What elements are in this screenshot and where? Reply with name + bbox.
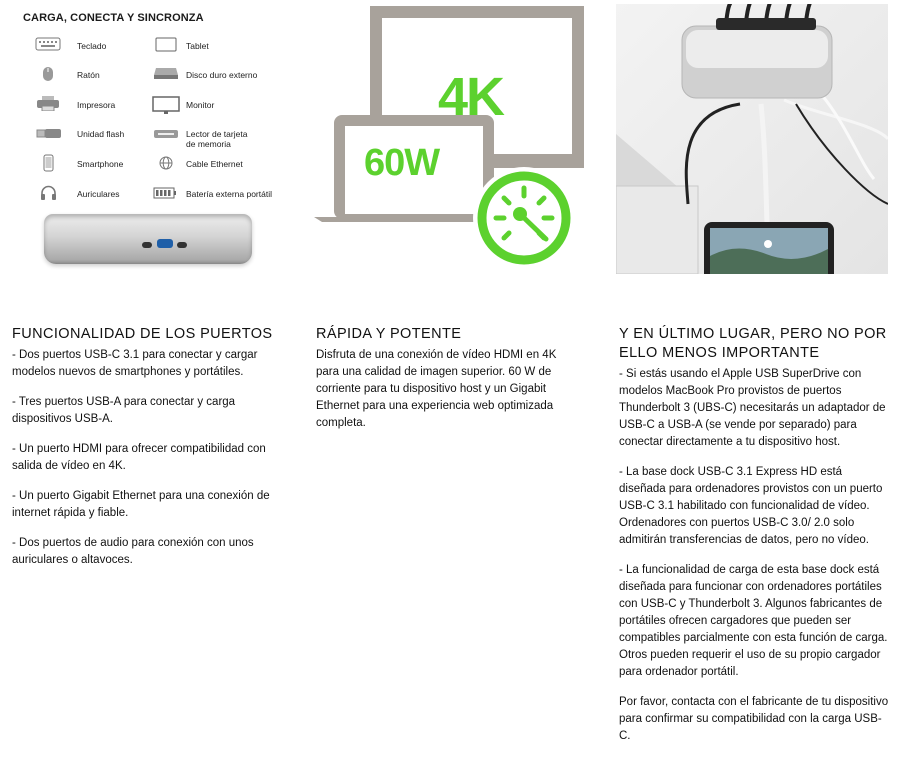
usb-c-port: [142, 242, 152, 248]
section-paragraph: - Un puerto HDMI para ofrecer compatibilidad con salida de vídeo en 4K.: [12, 443, 266, 472]
dock-station-image: [44, 214, 252, 264]
device-label: Auriculares: [77, 189, 120, 199]
usb-c-port: [177, 242, 187, 248]
last-but-not-least-section: [619, 325, 891, 758]
fast-powerful-panel: [306, 6, 596, 274]
usb-a-port: [157, 239, 173, 248]
device-label: Disco duro externo: [186, 70, 258, 80]
section-paragraph: - Dos puertos USB-C 3.1 para conectar y cargar modelos nuevos de smartphones y portátiles.: [12, 349, 258, 378]
device-label: Cable Ethernet: [186, 159, 243, 169]
monitor-icon: [152, 96, 180, 115]
section-paragraph: - La base dock USB-C 3.1 Express HD está diseñada para ordenadores provistos con un puerto USB-C 3.1 habilitado con funcionalidad de vídeo. Ordenadores con puertos USB-C 3.0/ 2.0 solo admitirán transferencias de datos, pero no vídeo.: [619, 466, 883, 546]
printer-icon: [36, 96, 60, 111]
device-label: Batería externa portátil: [186, 189, 272, 199]
usb-flash-icon: [36, 128, 62, 139]
device-label: Teclado: [77, 41, 107, 51]
device-label: Tablet: [186, 41, 209, 51]
connect-devices-panel: [16, 10, 291, 275]
section-paragraph: Por favor, contacta con el fabricante de tu dispositivo para confirmar su compatibilidad con la carga USB-C.: [619, 696, 889, 742]
section-paragraph: - Un puerto Gigabit Ethernet para una conexión de internet rápida y fiable.: [12, 490, 270, 519]
device-label: Monitor: [186, 100, 215, 110]
section-heading: Y EN ÚLTIMO LUGAR, PERO NO POR ELLO MENOS IMPORTANTE: [619, 326, 887, 361]
laptop-dock-tablet-photo: [616, 4, 888, 274]
device-label: Impresora: [77, 100, 116, 110]
section-paragraph: - Si estás usando el Apple USB SuperDrive con modelos MacBook Pro provistos de puertos Thunderbolt 3 (UBS-C) necesitarás un adaptador de USB-C a USB-A (se vende por separado) para conectar directamente a tu dispositivo host.: [619, 368, 886, 448]
section-paragraph: - La funcionalidad de carga de esta base dock está diseñada para funcionar con ordenadores portátiles con USB-C y Thunderbolt 3. Algunos fabricantes de portátiles ofrecen cargadores que pueden ser compatibles parcialmente con esta función de carga. Otros pueden requerir el uso de su propio cargador para ordenador portátil.: [619, 564, 888, 678]
section-paragraph: - Dos puertos de audio para conexión con unos auriculares o altavoces.: [12, 537, 254, 566]
power-label: 60W: [364, 142, 440, 184]
mouse-icon: [42, 66, 54, 82]
panel-title: CARGA, CONECTA Y SINCRONZA: [23, 12, 204, 24]
device-label: Ratón: [77, 70, 100, 80]
section-heading: FUNCIONALIDAD DE LOS PUERTOS: [12, 326, 273, 342]
headphones-icon: [40, 185, 57, 200]
monitor-laptop-illustration: [306, 6, 596, 274]
tablet-icon: [155, 37, 177, 52]
ethernet-icon: [159, 156, 173, 170]
device-label: Lector de tarjeta de memoria: [186, 129, 248, 149]
battery-icon: [153, 187, 177, 199]
device-label: Unidad flash: [77, 129, 125, 139]
section-heading: RÁPIDA Y POTENTE: [316, 326, 462, 342]
keyboard-icon: [35, 37, 61, 51]
device-label: Smartphone: [77, 159, 124, 169]
smartphone-icon: [43, 154, 54, 172]
fast-powerful-section: [316, 325, 578, 445]
section-paragraph: - Tres puertos USB-A para conectar y carga dispositivos USB-A.: [12, 396, 236, 425]
resolution-label: 4K: [438, 67, 504, 127]
ports-functionality-section: [12, 325, 287, 582]
hard-drive-icon: [153, 67, 179, 80]
section-paragraph: Disfruta de una conexión de vídeo HDMI en 4K para una calidad de imagen superior. 60 W de corriente para tu dispositivo host y un Gigabit Ethernet para una experiencia web optimizada completa.: [316, 349, 557, 429]
card-reader-icon: [153, 129, 179, 139]
dock-setup-photo: [616, 4, 888, 274]
